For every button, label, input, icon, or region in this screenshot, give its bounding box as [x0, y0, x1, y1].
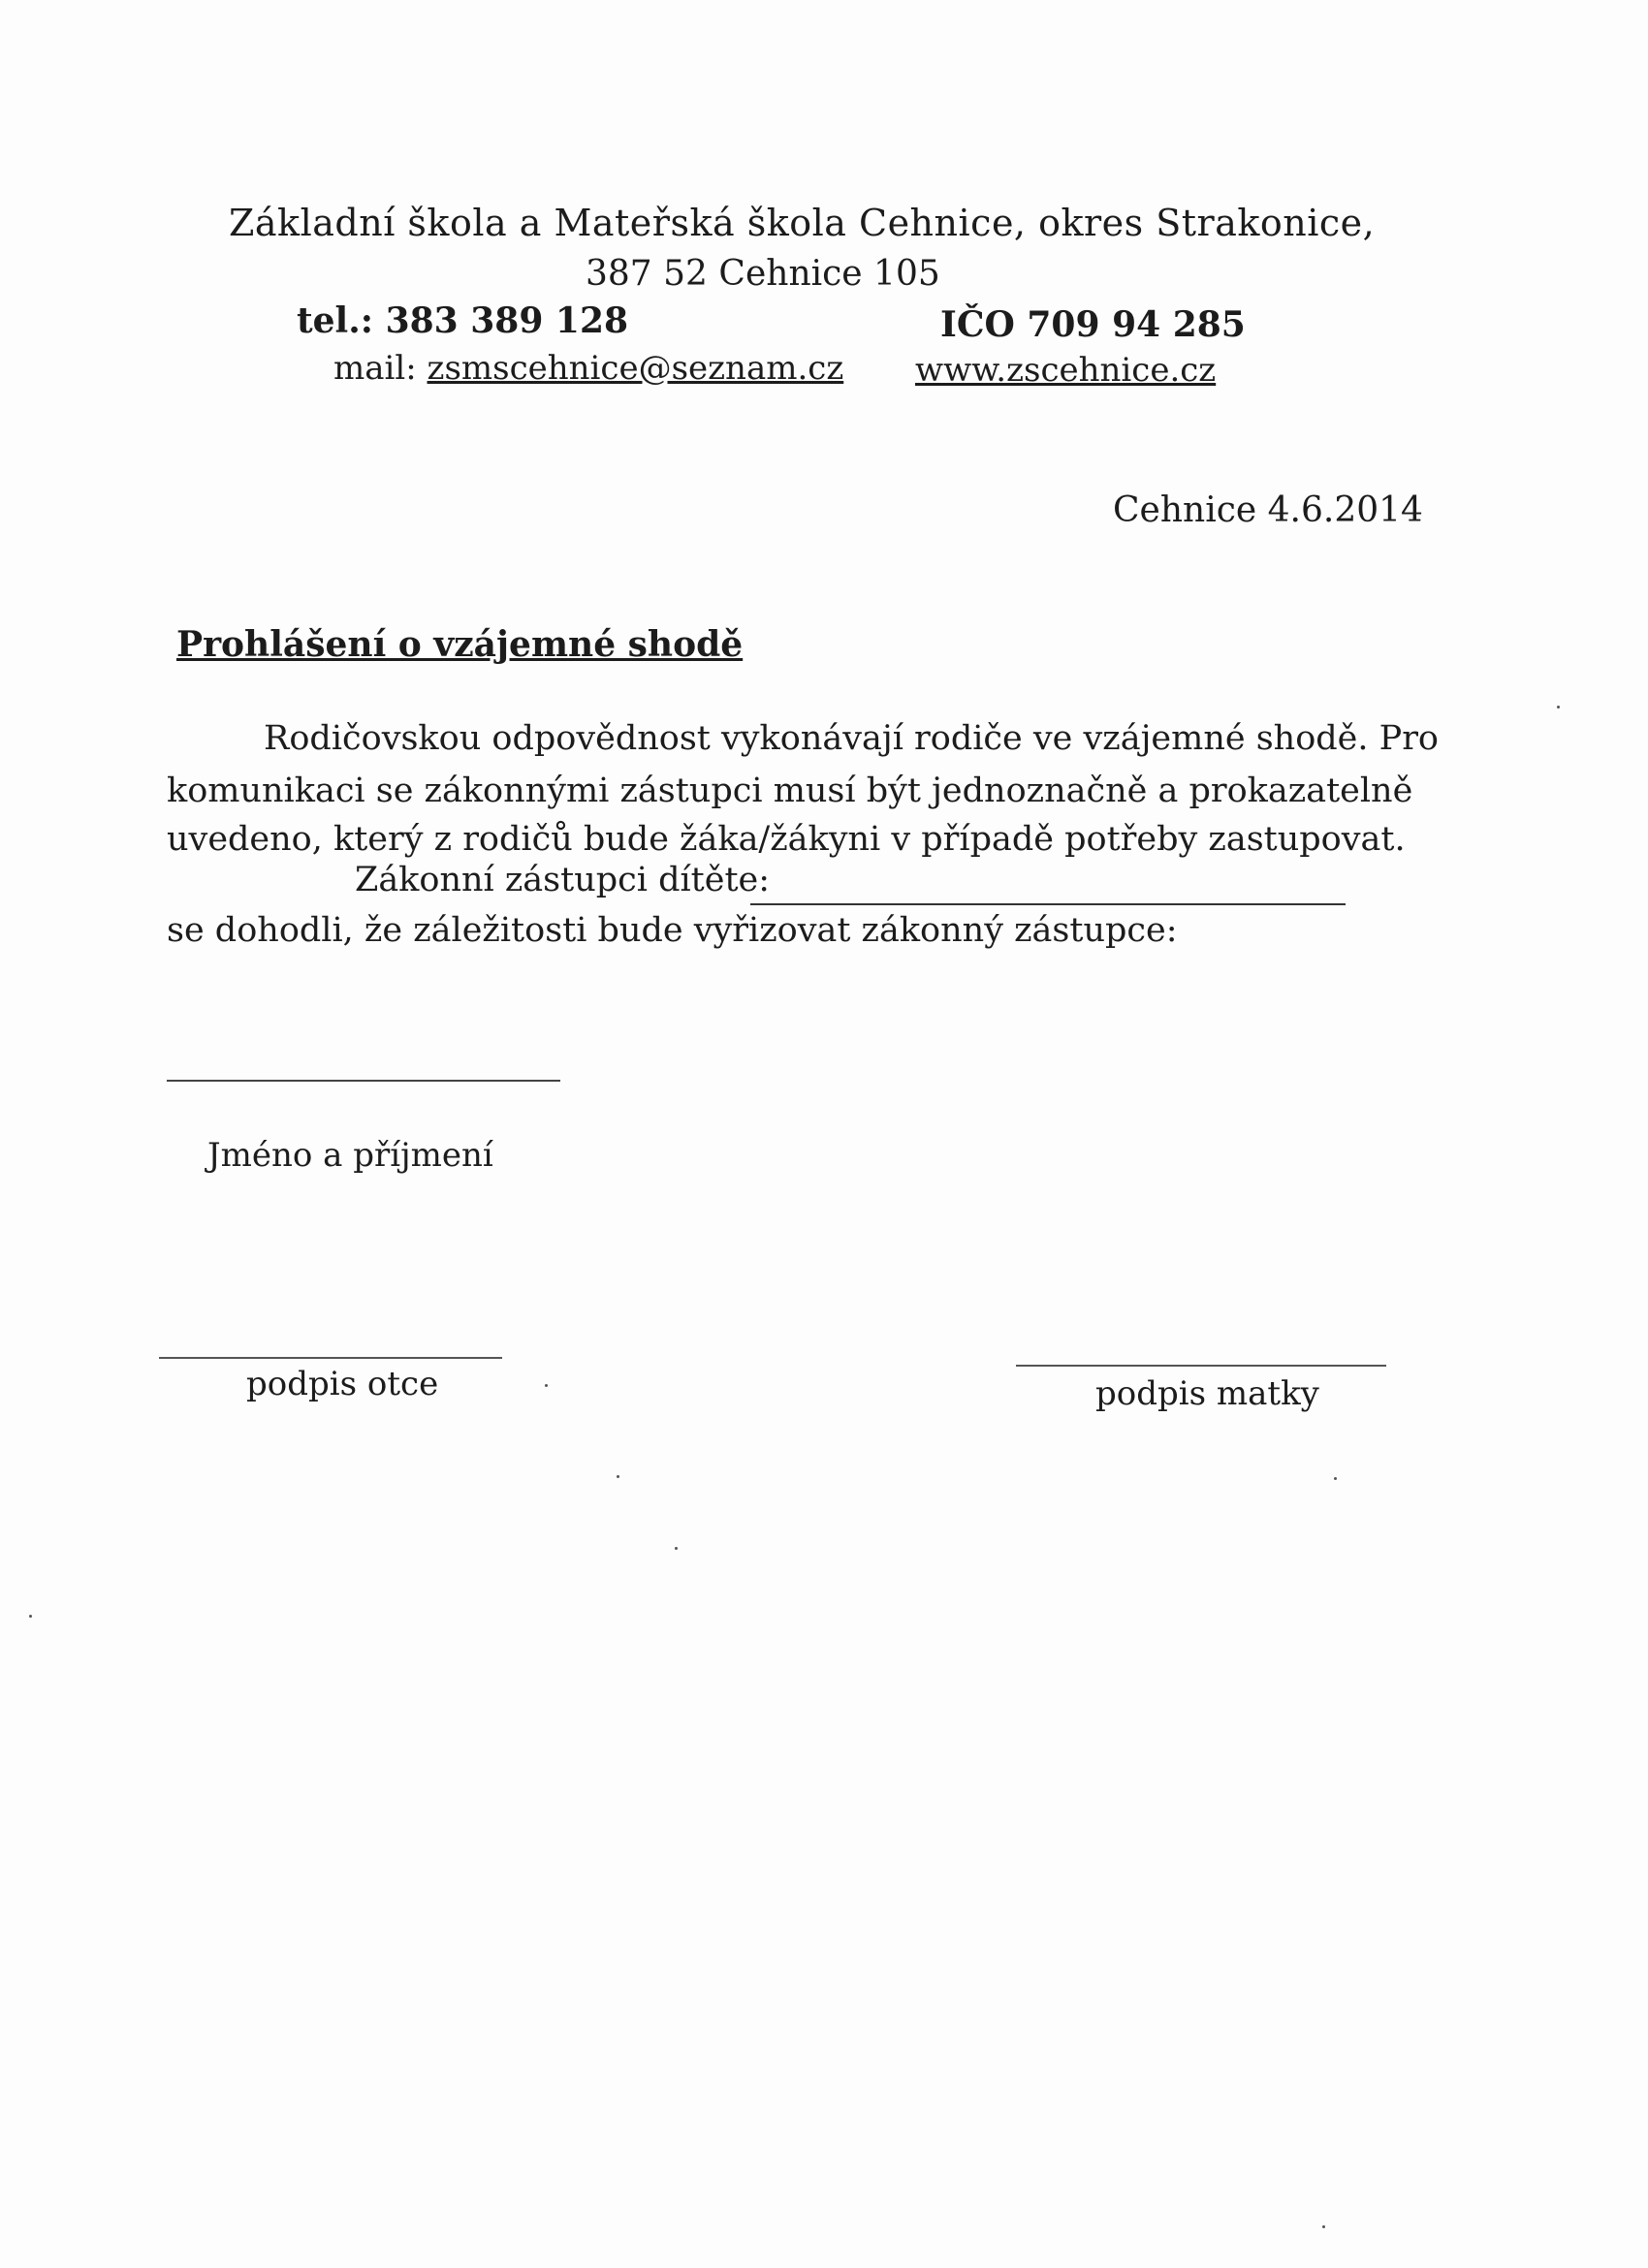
school-phone: tel.: 383 389 128 — [297, 300, 629, 341]
school-website-link[interactable]: www.zscehnice.cz — [915, 351, 1217, 390]
mother-signature-label: podpis matky — [1095, 1374, 1319, 1413]
school-address: 387 52 Cehnice 105 — [586, 254, 940, 294]
school-ico: IČO 709 94 285 — [940, 304, 1246, 345]
body-line-3: uvedeno, který z rodičů bude žáka/žákyni v případě potřeby zastupovat. — [167, 820, 1406, 859]
body-line-1: Rodičovskou odpovědnost vykonávají rodiče ve vzájemné shodě. Pro — [264, 719, 1439, 758]
scan-speck — [675, 1547, 678, 1550]
school-name: Základní škola a Mateřská škola Cehnice, okres Strakonice, — [229, 202, 1376, 244]
father-signature-line[interactable] — [159, 1357, 502, 1359]
body-line-2: komunikaci se zákonnými zástupci musí být jednoznačně a prokazatelně — [167, 772, 1413, 810]
school-email-row — [333, 349, 843, 388]
name-label: Jméno a příjmení — [207, 1136, 493, 1175]
name-blank-line[interactable] — [167, 1080, 560, 1082]
scan-speck — [617, 1475, 619, 1478]
scan-speck — [1557, 706, 1560, 709]
email-label: mail: — [333, 349, 428, 388]
document-date: Cehnice 4.6.2014 — [1113, 490, 1423, 530]
guardians-label: Zákonní zástupci dítěte: — [355, 861, 771, 899]
mother-signature-line[interactable] — [1016, 1365, 1386, 1367]
scan-speck — [1334, 1477, 1337, 1480]
scan-speck — [1322, 2225, 1325, 2228]
scan-speck — [545, 1384, 548, 1387]
guardians-blank-line[interactable] — [750, 903, 1346, 905]
body-line-5: se dohodli, že záležitosti bude vyřizovat zákonný zástupce: — [167, 911, 1178, 950]
document-heading: Prohlášení o vzájemné shodě — [176, 624, 744, 665]
father-signature-label: podpis otce — [246, 1365, 439, 1403]
email-link[interactable]: zsmscehnice@seznam.cz — [427, 349, 844, 388]
scan-speck — [29, 1615, 32, 1618]
